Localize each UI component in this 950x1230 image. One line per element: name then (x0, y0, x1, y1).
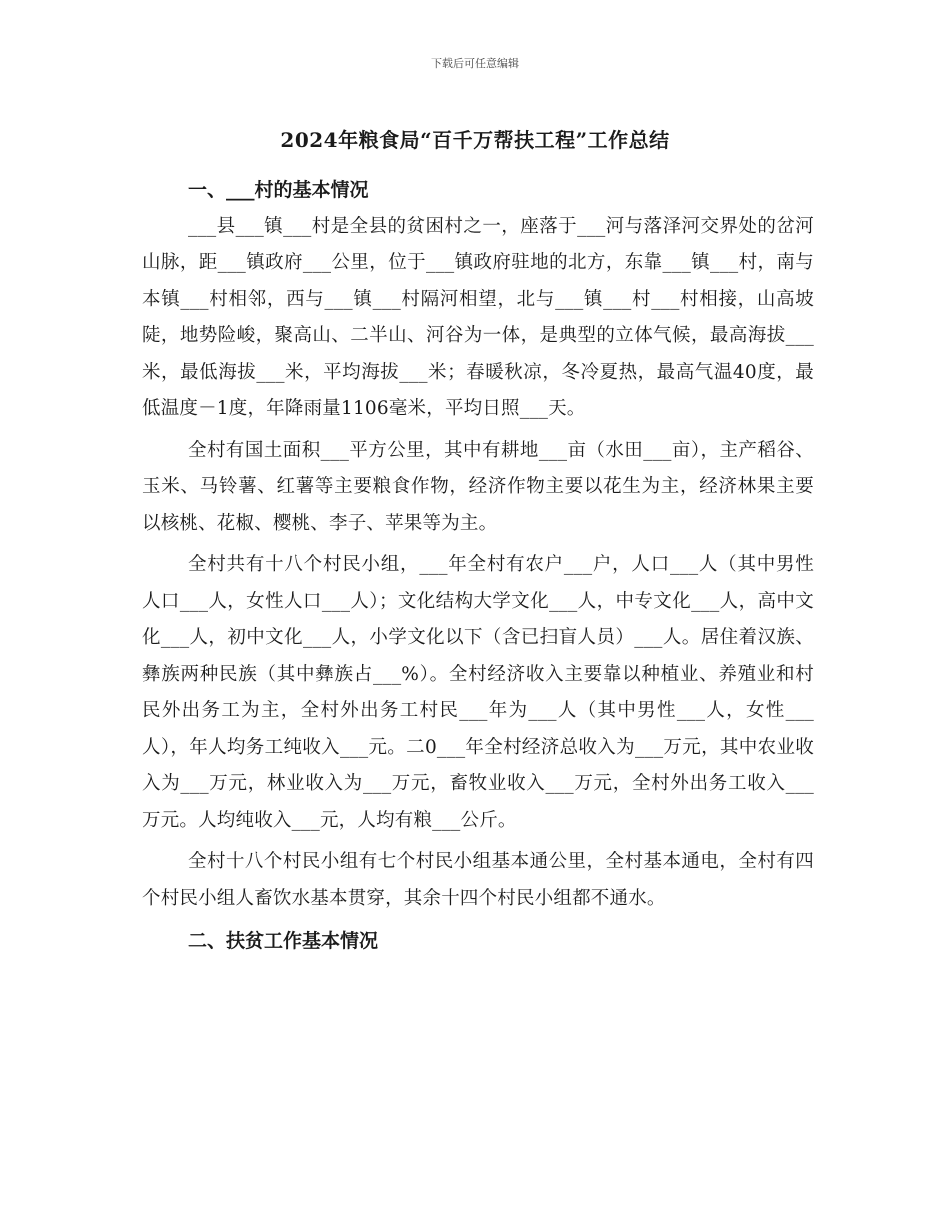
header-note: 下载后可任意编辑 (431, 57, 519, 70)
document-title: 2024年粮食局“百千万帮扶工程”工作总结 (280, 128, 670, 152)
paragraph-1: ___县___镇___村是全县的贫困村之一，座落于___河与落泽河交界处的岔河山脉，距___镇政府___公里，位于___镇政府驻地的北方，东靠___镇___村，南与本镇___村相邻，西与___镇___村隔河相望，北与___镇___村___村相接，山高坡陡，地势险峻，聚高山、二半山、河谷为一体，是典型的立体气候，最高海拔___米，最低海拔___米，平均海拔___米；春暖秋凉，冬冷夏热，最高气温40度，最低温度－1度，年降雨量1106毫米，平均日照___天。 (142, 215, 814, 419)
section-heading-1: 一、___村的基本情况 (188, 179, 369, 201)
section-heading-2: 二、扶贫工作基本情况 (188, 930, 379, 952)
paragraph-3: 全村共有十八个村民小组，___年全村有农户___户，人口___人（其中男性人口___人，女性人口___人）；文化结构大学文化___人，中专文化___人，高中文化___人，初中文化___人，小学文化以下（含已扫盲人员）___人。居住着汉族、彝族两种民族（其中彝族占___%）。全村经济收入主要靠以种植业、养殖业和村民外出务工为主，全村外出务工村民___年为___人（其中男性___人，女性___人），年人均务工纯收入___元。二0___年全村经济总收入为___万元，其中农业收入为___万元，林业收入为___万元，畜牧业收入___万元，全村外出务工收入___万元。人均纯收入___元，人均有粮___公斤。 (142, 554, 814, 831)
document-body (142, 172, 814, 960)
paragraph-2: 全村有国土面积___平方公里，其中有耕地___亩（水田___亩），主产稻谷、玉米、马铃薯、红薯等主要粮食作物，经济作物主要以花生为主，经济林果主要以核桃、花椒、樱桃、李子、苹果等为主。 (142, 439, 814, 534)
paragraph-4: 全村十八个村民小组有七个村民小组基本通公里，全村基本通电，全村有四个村民小组人畜饮水基本贯穿，其余十四个村民小组都不通水。 (142, 851, 814, 909)
